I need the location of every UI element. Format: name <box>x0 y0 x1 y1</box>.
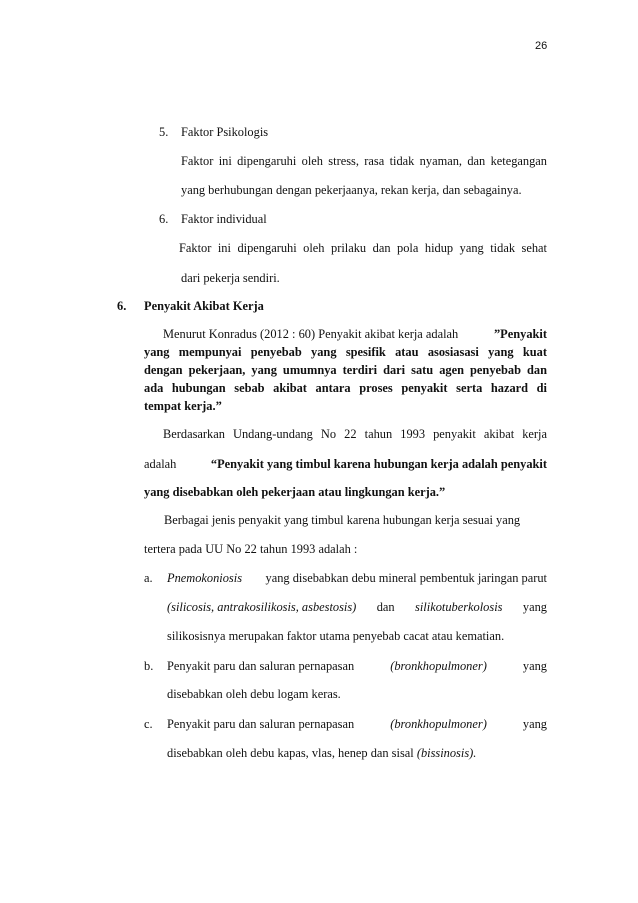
list-c-line-1 <box>167 716 547 732</box>
para-1-line-1-regular: Menurut Konradus (2012 : 60) Penyakit akibat kerja adalah <box>163 327 459 341</box>
section-number: 6. <box>117 299 127 313</box>
para-3-line-1: Berbagai jenis penyakit yang timbul karena hubungan kerja sesuai yang <box>164 513 521 527</box>
para-1-line-1-bold: ”Penyakit <box>493 327 547 341</box>
list-a-diseases: (silicosis, antrakosilikosis, asbestosis) <box>167 600 357 614</box>
item-6-number: 6. <box>159 212 169 226</box>
list-a-line-3: silikosisnya merupakan faktor utama penyebab cacat atau kematian. <box>167 629 505 643</box>
page-number: 26 <box>535 40 548 52</box>
item-5-title: Faktor Psikologis <box>181 125 269 139</box>
list-c-line-2 <box>167 745 476 761</box>
list-c-yang: yang <box>522 717 547 731</box>
list-b-label: b. <box>144 659 154 673</box>
list-b-line-1-text: Penyakit paru dan saluran pernapasan <box>167 659 355 673</box>
para-2-line-1: Berdasarkan Undang-undang No 22 tahun 1993 penyakit akibat kerja <box>163 427 547 441</box>
item-6-text-line-2: dari pekerja sendiri. <box>181 271 280 285</box>
list-c-bissinosis: (bissinosis). <box>416 746 477 760</box>
list-c-line-2-text: disebabkan oleh debu kapas, vlas, henep dan sisal <box>167 746 417 760</box>
list-a-term: Pnemokoniosis <box>167 571 243 585</box>
list-a-line-1-text: yang disebabkan debu mineral pembentuk jaringan parut <box>265 571 547 585</box>
para-1-line-2: yang mempunyai penyebab yang spesifik atau asosiasasi yang kuat <box>144 345 547 359</box>
para-3-line-2: tertera pada UU No 22 tahun 1993 adalah : <box>144 542 358 556</box>
para-1-line-4: ada hubungan sebab akibat antara proses penyakit serta hazard di <box>144 381 547 395</box>
list-a-line-1 <box>167 570 547 586</box>
para-1-line-3: dengan pekerjaan, yang umumnya terdiri dari satu agen penyebab dan <box>144 363 547 377</box>
para-2-line-3: yang disebabkan oleh pekerjaan atau lingkungan kerja.” <box>144 485 446 499</box>
list-b-yang: yang <box>522 659 547 673</box>
item-5-number: 5. <box>159 125 169 139</box>
list-a-line-2 <box>167 599 547 615</box>
para-1-line-1 <box>163 326 547 342</box>
list-a-yang: yang <box>522 600 547 614</box>
list-a-silikotuberkolosis: silikotuberkolosis <box>415 600 503 614</box>
para-1-line-5: tempat kerja.” <box>144 399 222 413</box>
list-c-label: c. <box>144 717 153 731</box>
section-title: Penyakit Akibat Kerja <box>144 299 264 313</box>
list-a-and: dan <box>376 600 395 614</box>
list-c-term: (bronkhopulmoner) <box>390 717 487 731</box>
item-5-text-line-2: yang berhubungan dengan pekerjaanya, rekan kerja, dan sebagainya. <box>181 183 522 197</box>
item-6-title: Faktor individual <box>181 212 267 226</box>
para-2-line-2-bold: “Penyakit yang timbul karena hubungan kerja adalah penyakit <box>210 457 547 471</box>
para-2-line-2-regular: adalah <box>144 457 177 471</box>
list-c-line-1-text: Penyakit paru dan saluran pernapasan <box>167 717 355 731</box>
item-5-text-line-1: Faktor ini dipengaruhi oleh stress, rasa tidak nyaman, dan ketegangan <box>181 154 547 168</box>
list-b-line-2: disebabkan oleh debu logam keras. <box>167 687 341 701</box>
list-b-line-1 <box>167 658 547 674</box>
para-2-line-2 <box>144 456 547 472</box>
list-b-term: (bronkhopulmoner) <box>390 659 487 673</box>
item-6-text-line-1: Faktor ini dipengaruhi oleh prilaku dan pola hidup yang tidak sehat <box>179 241 547 255</box>
list-a-label: a. <box>144 571 153 585</box>
